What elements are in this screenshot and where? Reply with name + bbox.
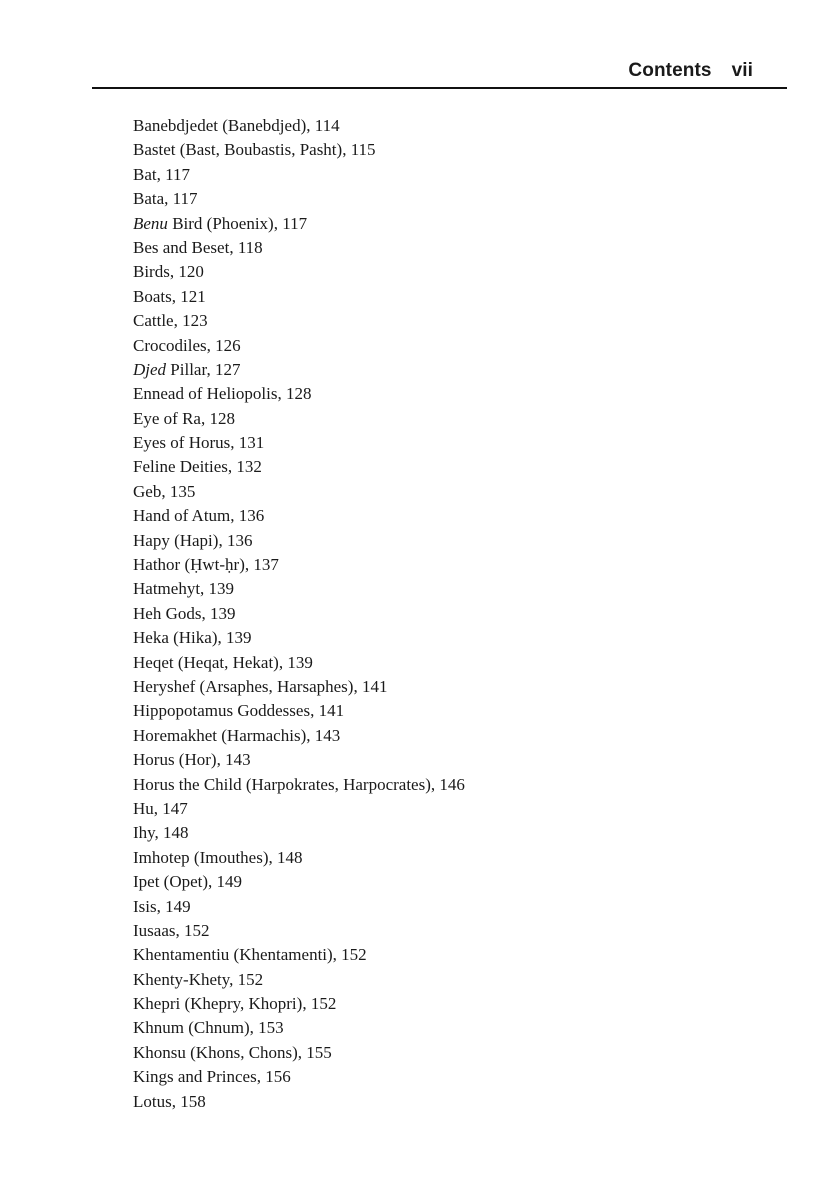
entry-text: Horus the Child (Harpokrates, Harpocrates), 146: [133, 774, 465, 794]
entry-text: Khnum (Chnum), 153: [133, 1018, 284, 1038]
contents-entry: [133, 236, 465, 260]
contents-entry: [133, 285, 465, 309]
header-text: [628, 60, 753, 82]
contents-entry: [133, 114, 465, 138]
entry-text: Eyes of Horus, 131: [133, 433, 265, 453]
contents-entry: [133, 1090, 465, 1114]
contents-entry: [133, 943, 465, 967]
contents-entry: [133, 797, 465, 821]
entry-text: Bastet (Bast, Boubastis, Pasht), 115: [133, 140, 376, 160]
entry-text: Khepri (Khepry, Khopri), 152: [133, 994, 337, 1014]
entry-text: Iusaas, 152: [133, 920, 210, 940]
contents-entry: [133, 577, 465, 601]
contents-entry: [133, 504, 465, 528]
entry-text: Horus (Hor), 143: [133, 750, 251, 770]
contents-entry: [133, 602, 465, 626]
contents-entry: [133, 773, 465, 797]
entry-text: Khentamentiu (Khentamenti), 152: [133, 945, 367, 965]
entry-text: Bat, 117: [133, 164, 190, 184]
entry-text: Horemakhet (Harmachis), 143: [133, 725, 341, 745]
contents-list: [133, 114, 465, 1114]
contents-entry: [133, 382, 465, 406]
entry-text: Hatmehyt, 139: [133, 579, 235, 599]
contents-entry: [133, 626, 465, 650]
entry-italic-term: Benu: [133, 213, 168, 233]
contents-entry: [133, 358, 465, 382]
entry-text: Heka (Hika), 139: [133, 628, 252, 648]
contents-entry: [133, 724, 465, 748]
entry-text: Feline Deities, 132: [133, 457, 262, 477]
entry-text: Ihy, 148: [133, 823, 189, 843]
contents-entry: [133, 748, 465, 772]
contents-entry: [133, 407, 465, 431]
entry-text: Geb, 135: [133, 481, 196, 501]
contents-entry: [133, 163, 465, 187]
contents-entry: [133, 651, 465, 675]
contents-entry: [133, 1041, 465, 1065]
contents-entry: [133, 334, 465, 358]
entry-italic-term: Djed: [133, 359, 167, 379]
contents-entry: [133, 529, 465, 553]
contents-entry: [133, 260, 465, 284]
entry-text: Lotus, 158: [133, 1091, 206, 1111]
entry-text: Khonsu (Khons, Chons), 155: [133, 1042, 332, 1062]
entry-text: Crocodiles, 126: [133, 335, 241, 355]
entry-text: Kings and Princes, 156: [133, 1067, 291, 1087]
contents-entry: [133, 553, 465, 577]
contents-entry: [133, 480, 465, 504]
entry-text: Hand of Atum, 136: [133, 506, 265, 526]
entry-text: Boats, 121: [133, 286, 206, 306]
contents-entry: [133, 870, 465, 894]
entry-text: Eye of Ra, 128: [133, 408, 235, 428]
contents-entry: [133, 968, 465, 992]
entry-text: Bata, 117: [133, 189, 198, 209]
contents-entry: [133, 675, 465, 699]
entry-text: Isis, 149: [133, 896, 191, 916]
section-title: Contents: [628, 60, 712, 81]
entry-text: Hu, 147: [133, 798, 188, 818]
contents-entry: [133, 212, 465, 236]
entry-text: Khenty-Khety, 152: [133, 969, 264, 989]
contents-entry: [133, 992, 465, 1016]
entry-text: Heh Gods, 139: [133, 603, 236, 623]
entry-text: Ipet (Opet), 149: [133, 872, 243, 892]
entry-text: Heqet (Heqat, Hekat), 139: [133, 652, 313, 672]
contents-entry: [133, 821, 465, 845]
page-number: vii: [731, 60, 753, 81]
contents-entry: [133, 309, 465, 333]
contents-entry: [133, 138, 465, 162]
running-header: [92, 56, 787, 89]
entry-text: Cattle, 123: [133, 311, 208, 331]
contents-entry: [133, 431, 465, 455]
contents-entry: [133, 455, 465, 479]
entry-text: Hapy (Hapi), 136: [133, 530, 253, 550]
entry-text: Heryshef (Arsaphes, Harsaphes), 141: [133, 676, 388, 696]
entry-text: Imhotep (Imouthes), 148: [133, 847, 303, 867]
entry-text: Banebdjedet (Banebdjed), 114: [133, 116, 340, 135]
contents-entry: [133, 919, 465, 943]
entry-text: Hippopotamus Goddesses, 141: [133, 701, 345, 721]
contents-entry: [133, 1065, 465, 1089]
entry-text: Pillar, 127: [166, 359, 241, 379]
entry-text: Ennead of Heliopolis, 128: [133, 384, 312, 404]
entry-text: Bird (Phoenix), 117: [167, 213, 308, 233]
contents-entry: [133, 846, 465, 870]
contents-entry: [133, 895, 465, 919]
contents-entry: [133, 1016, 465, 1040]
contents-entry: [133, 187, 465, 211]
entry-text: Bes and Beset, 118: [133, 237, 263, 257]
entry-text: Birds, 120: [133, 262, 204, 282]
contents-entry: [133, 699, 465, 723]
entry-text: Hathor (Ḥwt-ḥr), 137: [133, 555, 279, 575]
